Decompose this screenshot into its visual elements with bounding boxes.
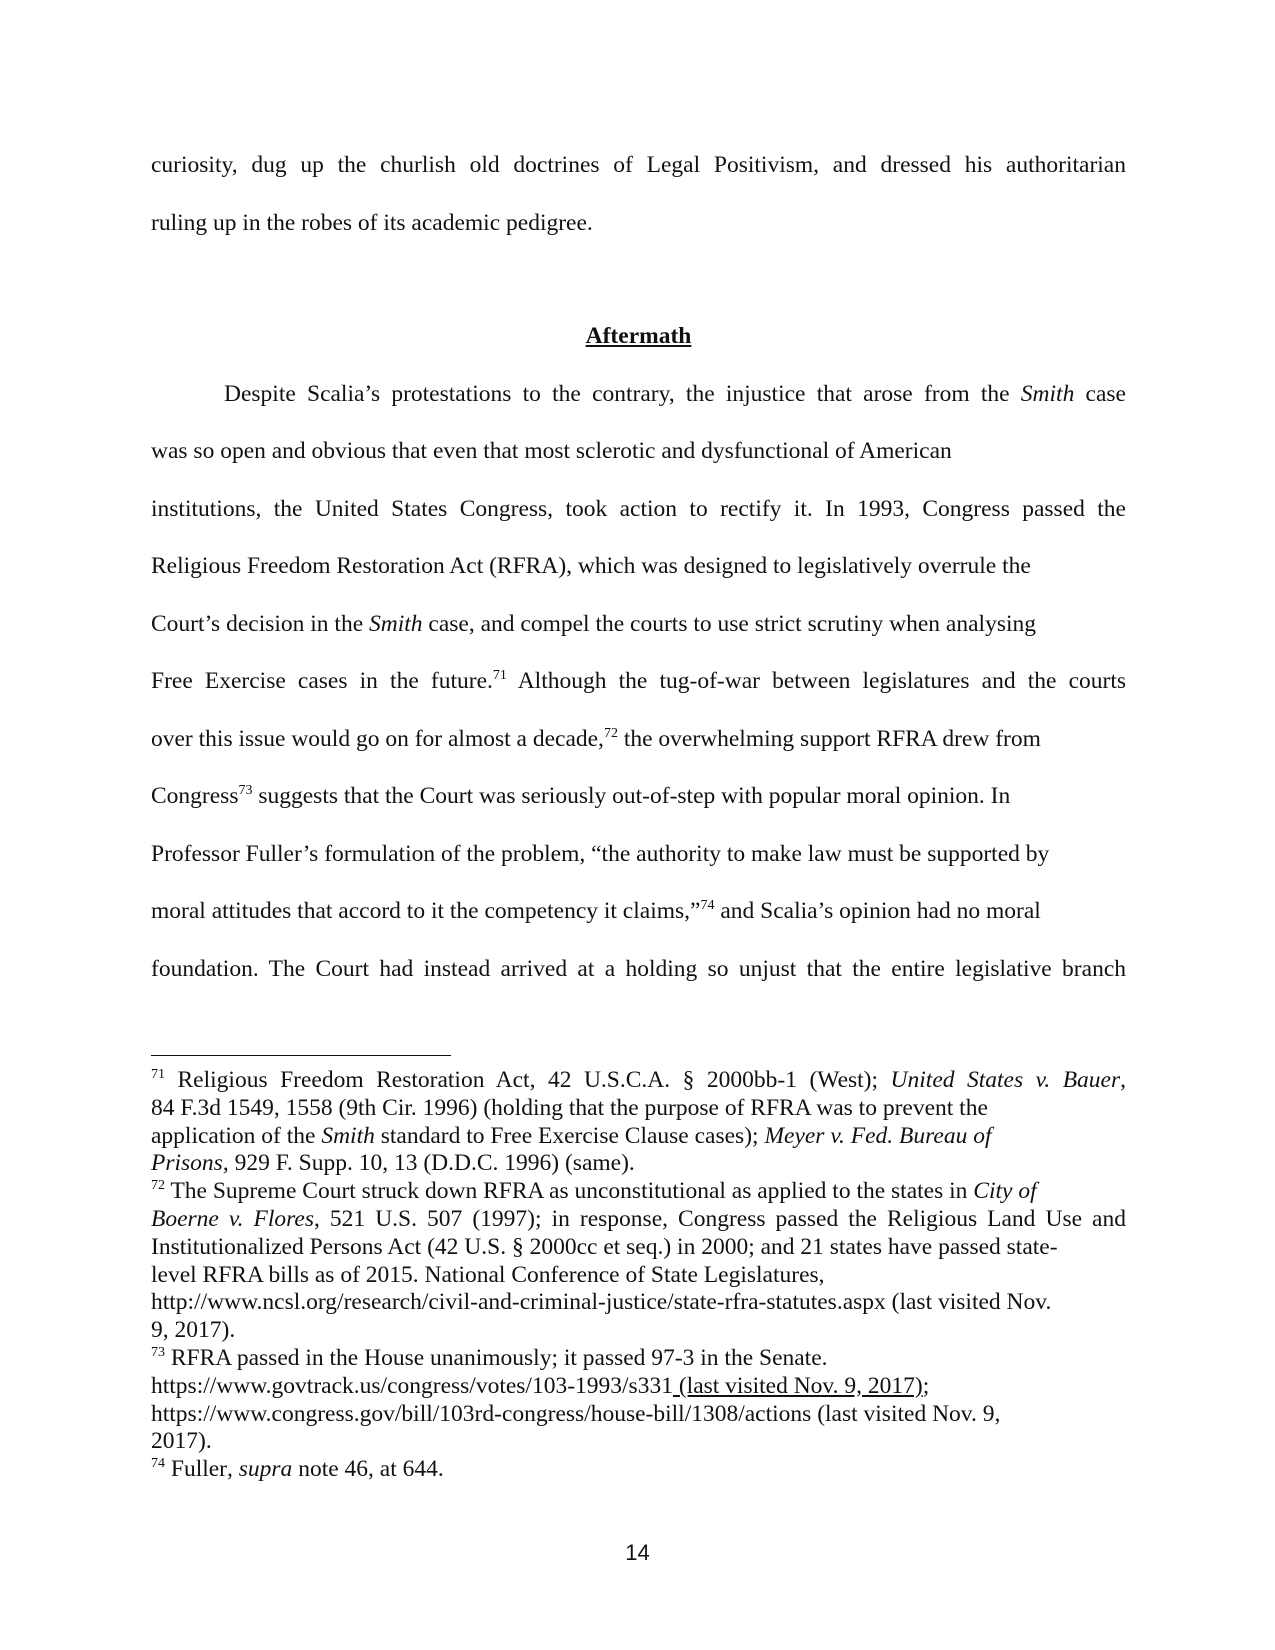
body-line bbox=[151, 596, 1126, 654]
text-run: Free Exercise cases in the future. bbox=[151, 668, 493, 694]
body-line: was so open and obvious that even that most sclerotic and dysfunctional of American bbox=[151, 438, 952, 464]
footnotes bbox=[151, 1067, 1126, 1484]
section-heading: Aftermath bbox=[585, 323, 692, 349]
footnote-line bbox=[151, 1123, 1126, 1151]
footnote-line bbox=[151, 1345, 1126, 1373]
text-run: over this issue would go on for almost a decade, bbox=[151, 725, 604, 752]
page-number: 14 bbox=[625, 1540, 650, 1565]
body-line bbox=[151, 366, 1126, 424]
body-line bbox=[151, 711, 1126, 769]
footnote-separator bbox=[151, 1055, 451, 1056]
case-name: City of bbox=[973, 1178, 1037, 1205]
body-line bbox=[151, 883, 1126, 941]
text-run: , 521 U.S. 507 (1997); in response, Congress passed the Religious Land Use and bbox=[314, 1205, 1126, 1232]
text-run: Although the tug-of-war between legislatures and the courts bbox=[506, 668, 1126, 694]
footnote-line: 9, 2017). bbox=[151, 1317, 236, 1344]
text-run: Congress bbox=[151, 783, 239, 809]
body-line: institutions, the United States Congress, took action to rectify it. In 1993, Congress passed the bbox=[151, 495, 1126, 522]
body-line bbox=[151, 653, 1126, 711]
footnote-line: Institutionalized Persons Act (42 U.S. § 2000cc et seq.) in 2000; and 21 states have passed state- bbox=[151, 1233, 1058, 1260]
text-run: Court’s decision in the bbox=[151, 610, 370, 637]
footnote-line bbox=[151, 1206, 1126, 1234]
footnote-line bbox=[151, 1150, 1126, 1178]
text-run: Religious Freedom Restoration Act, 42 U.S.C.A. § 2000bb-1 (West); bbox=[165, 1067, 891, 1093]
footnote-line bbox=[151, 1373, 1126, 1401]
case-name: Meyer v. Fed. Bureau of bbox=[764, 1122, 992, 1149]
case-name: Smith bbox=[321, 1122, 375, 1149]
footnote-line bbox=[151, 1456, 1126, 1484]
text-run: , bbox=[1120, 1067, 1126, 1093]
footnote-number: 72 bbox=[151, 1178, 165, 1194]
text-run: , bbox=[227, 1456, 239, 1483]
text-run: standard to Free Exercise Clause cases); bbox=[374, 1122, 765, 1149]
body-line: Religious Freedom Restoration Act (RFRA), which was designed to legislatively overrule the bbox=[151, 553, 1031, 579]
footnote-ref: 73 bbox=[238, 783, 253, 798]
text-run: , 929 F. Supp. 10, 13 (D.D.C. 1996) (same). bbox=[222, 1150, 635, 1177]
body-line bbox=[151, 768, 1126, 826]
case-name: Smith bbox=[369, 610, 423, 637]
text-run: case bbox=[1074, 380, 1126, 407]
text-run: case, and compel the courts to use strict scrutiny when analysing bbox=[422, 610, 1036, 637]
case-name: Prisons bbox=[151, 1150, 223, 1177]
body-line: ruling up in the robes of its academic pedigree. bbox=[151, 209, 593, 236]
footnote-ref: 72 bbox=[603, 725, 618, 741]
footnote-line: 84 F.3d 1549, 1558 (9th Cir. 1996) (holding that the purpose of RFRA was to prevent the bbox=[151, 1094, 988, 1121]
footnote-line: https://www.congress.gov/bill/103rd-congress/house-bill/1308/actions (last visited Nov. 9, bbox=[151, 1400, 1001, 1427]
case-name: Boerne v. Flores bbox=[151, 1205, 314, 1232]
body-line: Professor Fuller’s formulation of the problem, “the authority to make law must be supported by bbox=[151, 840, 1050, 867]
text-run: the overwhelming support RFRA drew from bbox=[617, 725, 1041, 752]
footnote-number: 71 bbox=[151, 1067, 165, 1082]
case-name: United States v. Bauer bbox=[890, 1067, 1121, 1093]
footnote-number: 74 bbox=[151, 1456, 165, 1472]
text-run: moral attitudes that accord to it the competency it claims,” bbox=[151, 898, 701, 924]
text-run: and Scalia’s opinion had no moral bbox=[714, 898, 1041, 924]
footnote-number: 73 bbox=[151, 1344, 165, 1360]
footnote-line: http://www.ncsl.org/research/civil-and-criminal-justice/state-rfra-statutes.aspx (last visited Nov. bbox=[151, 1289, 1052, 1316]
text-run: note 46, at 644. bbox=[292, 1456, 444, 1483]
text-run: application of the bbox=[151, 1122, 322, 1149]
text-run: suggests that the Court was seriously out-of-step with popular moral opinion. In bbox=[252, 783, 1011, 809]
spacer bbox=[151, 252, 1126, 308]
body-line: curiosity, dug up the churlish old doctrines of Legal Positivism, and dressed his authoritarian bbox=[151, 152, 1126, 178]
footnote-line: 2017). bbox=[151, 1428, 212, 1455]
footnote-line: level RFRA bills as of 2015. National Conference of State Legislatures, bbox=[151, 1261, 825, 1288]
body-text bbox=[151, 137, 1126, 998]
body-line: foundation. The Court had instead arrived at a holding so unjust that the entire legislative branch bbox=[151, 955, 1126, 982]
text-run: Fuller bbox=[165, 1456, 228, 1483]
text-run: The Supreme Court struck down RFRA as unconstitutional as applied to the states in bbox=[165, 1178, 974, 1205]
signal-word: supra bbox=[238, 1456, 293, 1483]
case-name: Smith bbox=[1020, 380, 1075, 407]
footnote-ref: 71 bbox=[492, 668, 507, 683]
footnote-ref: 74 bbox=[700, 898, 715, 913]
footnote-line bbox=[151, 1067, 1126, 1095]
footnote-line bbox=[151, 1178, 1126, 1206]
text-run: Despite Scalia’s protestations to the contrary, the injustice that arose from the bbox=[224, 380, 1021, 407]
text-run: RFRA passed in the House unanimously; it passed 97-3 in the Senate. bbox=[165, 1344, 828, 1371]
url-text: https://www.govtrack.us/congress/votes/103-1993/s331 bbox=[151, 1372, 673, 1399]
text-run: ; bbox=[922, 1372, 930, 1399]
underlined-text: (last visited Nov. 9, 2017) bbox=[672, 1372, 923, 1399]
